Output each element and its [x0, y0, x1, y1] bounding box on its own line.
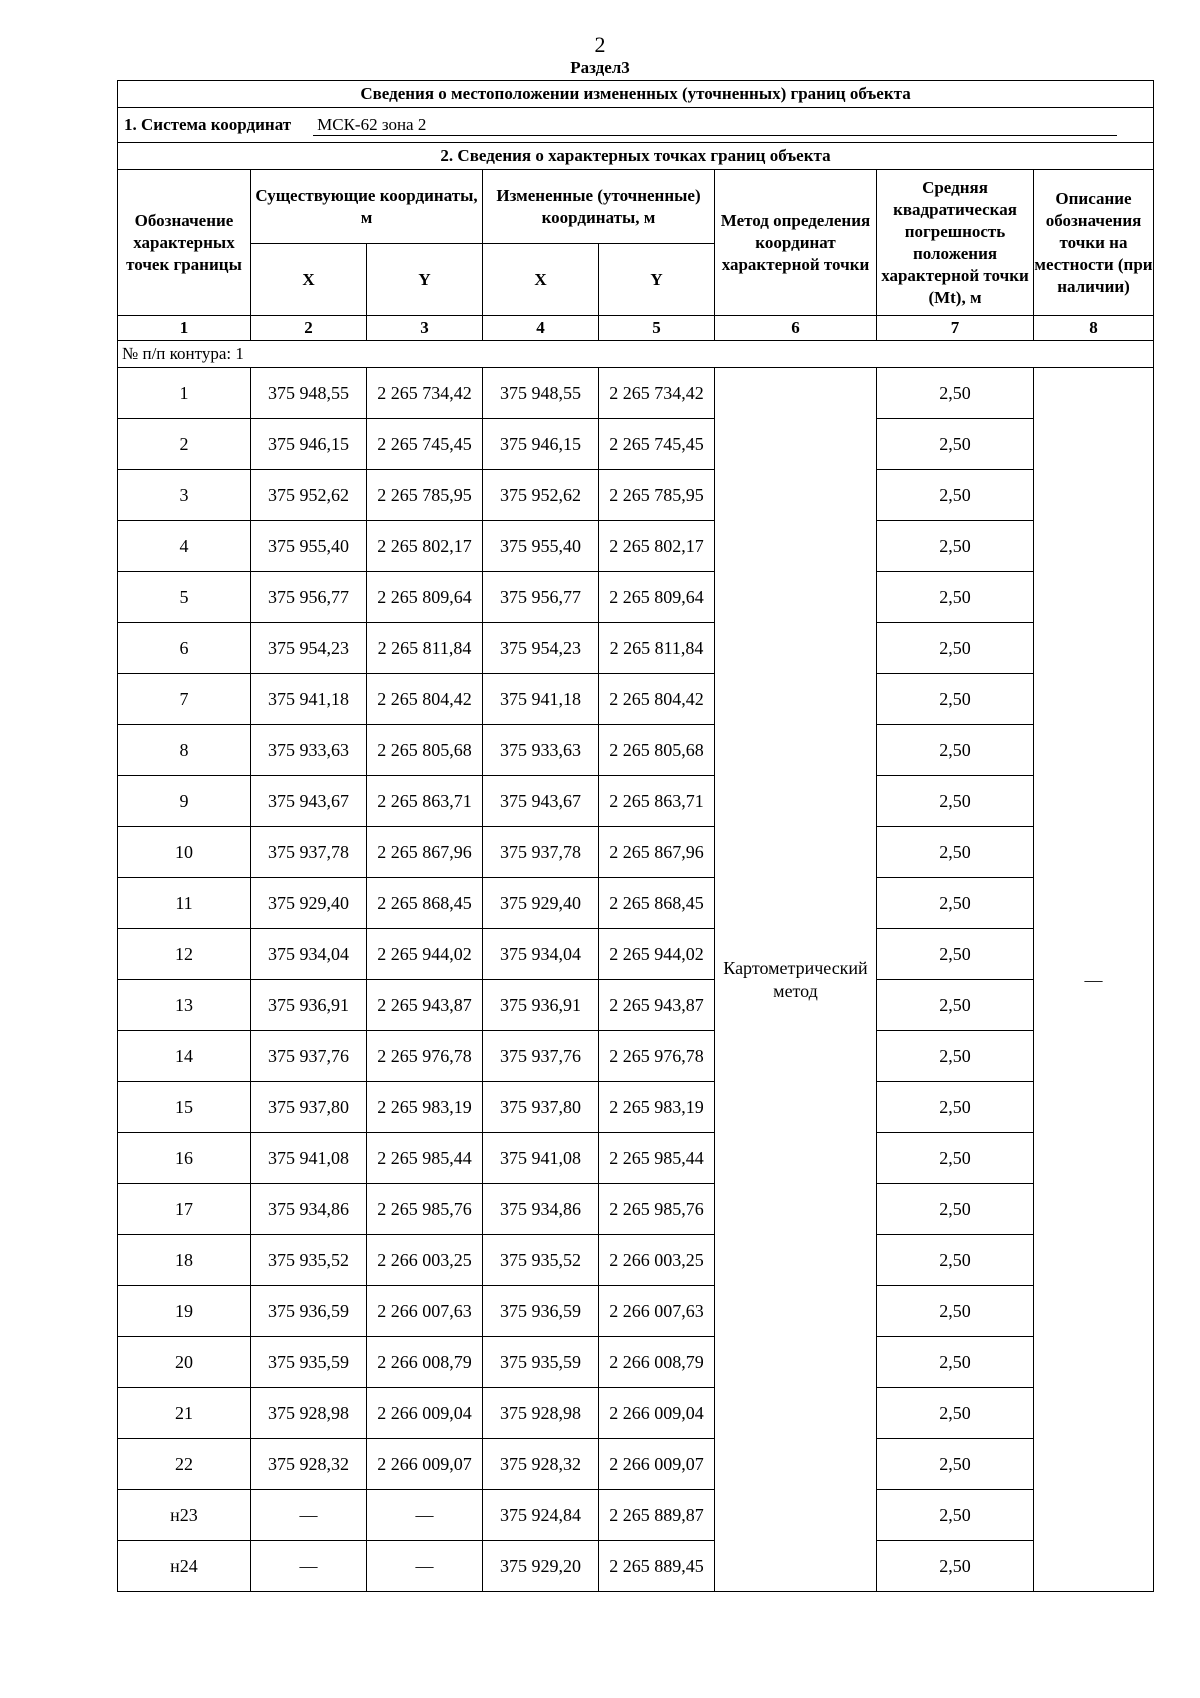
table-row: [118, 1388, 1154, 1439]
error-cell: 2,50: [877, 470, 1034, 521]
error-cell: 2,50: [877, 1082, 1034, 1133]
existing-y-cell: 2 265 785,95: [367, 470, 483, 521]
changed-x-cell: 375 928,98: [483, 1388, 599, 1439]
error-cell: 2,50: [877, 623, 1034, 674]
method-value: Картометрический метод: [723, 957, 868, 1001]
header-existing-x: X: [251, 244, 367, 316]
header-changed-y: Y: [599, 244, 715, 316]
point-designation-cell: 18: [118, 1235, 251, 1286]
error-cell: 2,50: [877, 1388, 1034, 1439]
existing-x-cell: 375 933,63: [251, 725, 367, 776]
existing-x-cell: 375 946,15: [251, 419, 367, 470]
point-designation-cell: н24: [118, 1541, 251, 1592]
changed-x-cell: 375 956,77: [483, 572, 599, 623]
column-number: 8: [1034, 316, 1154, 341]
error-cell: 2,50: [877, 1184, 1034, 1235]
existing-y-cell: 2 265 868,45: [367, 878, 483, 929]
header-changed-coords: Измененные (уточненные) координаты, м: [483, 170, 715, 244]
changed-x-cell: 375 935,52: [483, 1235, 599, 1286]
table-row: [118, 623, 1154, 674]
point-designation-cell: 5: [118, 572, 251, 623]
table-row: [118, 674, 1154, 725]
error-cell: 2,50: [877, 1541, 1034, 1592]
table-row: [118, 1337, 1154, 1388]
table-row: [118, 1082, 1154, 1133]
existing-x-cell: 375 937,78: [251, 827, 367, 878]
table-row: [118, 827, 1154, 878]
existing-x-cell: 375 956,77: [251, 572, 367, 623]
changed-x-cell: 375 948,55: [483, 368, 599, 419]
section-label: Раздел3: [570, 58, 630, 77]
column-number: 6: [715, 316, 877, 341]
changed-y-cell: 2 265 734,42: [599, 368, 715, 419]
existing-y-cell: 2 265 985,76: [367, 1184, 483, 1235]
changed-y-cell: 2 265 943,87: [599, 980, 715, 1031]
error-cell: 2,50: [877, 419, 1034, 470]
existing-x-cell: 375 934,86: [251, 1184, 367, 1235]
contour-label: № п/п контура: 1: [118, 341, 1154, 368]
error-cell: 2,50: [877, 1490, 1034, 1541]
existing-x-cell: 375 954,23: [251, 623, 367, 674]
changed-x-cell: 375 937,78: [483, 827, 599, 878]
error-cell: 2,50: [877, 980, 1034, 1031]
table-row: [118, 980, 1154, 1031]
column-number: 3: [367, 316, 483, 341]
error-cell: 2,50: [877, 674, 1034, 725]
header-existing-coords: Существующие координаты, м: [251, 170, 483, 244]
table-row: [118, 1184, 1154, 1235]
header-existing-y: Y: [367, 244, 483, 316]
error-cell: 2,50: [877, 1337, 1034, 1388]
existing-x-cell: 375 936,59: [251, 1286, 367, 1337]
changed-x-cell: 375 937,76: [483, 1031, 599, 1082]
header-changed-x: X: [483, 244, 599, 316]
changed-y-cell: 2 266 008,79: [599, 1337, 715, 1388]
changed-y-cell: 2 266 007,63: [599, 1286, 715, 1337]
existing-y-cell: 2 265 867,96: [367, 827, 483, 878]
changed-x-cell: 375 929,20: [483, 1541, 599, 1592]
changed-x-cell: 375 946,15: [483, 419, 599, 470]
column-number: 5: [599, 316, 715, 341]
existing-x-cell: 375 934,04: [251, 929, 367, 980]
existing-x-cell: 375 937,80: [251, 1082, 367, 1133]
existing-y-cell: 2 266 007,63: [367, 1286, 483, 1337]
point-designation-cell: 7: [118, 674, 251, 725]
page-number: 2: [594, 32, 606, 57]
point-designation-cell: 15: [118, 1082, 251, 1133]
existing-x-cell: 375 937,76: [251, 1031, 367, 1082]
existing-y-cell: 2 265 809,64: [367, 572, 483, 623]
changed-x-cell: 375 935,59: [483, 1337, 599, 1388]
existing-y-cell: 2 265 983,19: [367, 1082, 483, 1133]
point-designation-cell: 9: [118, 776, 251, 827]
existing-y-cell: —: [367, 1541, 483, 1592]
changed-y-cell: 2 265 863,71: [599, 776, 715, 827]
changed-y-cell: 2 265 983,19: [599, 1082, 715, 1133]
changed-y-cell: 2 265 944,02: [599, 929, 715, 980]
changed-x-cell: 375 937,80: [483, 1082, 599, 1133]
point-designation-cell: 22: [118, 1439, 251, 1490]
boundary-points-table: [117, 80, 1154, 1592]
table-row: [118, 1031, 1154, 1082]
changed-y-cell: 2 266 009,07: [599, 1439, 715, 1490]
existing-x-cell: 375 928,98: [251, 1388, 367, 1439]
existing-y-cell: 2 266 009,07: [367, 1439, 483, 1490]
existing-x-cell: 375 955,40: [251, 521, 367, 572]
changed-y-cell: 2 265 745,45: [599, 419, 715, 470]
point-designation-cell: н23: [118, 1490, 251, 1541]
existing-y-cell: 2 266 009,04: [367, 1388, 483, 1439]
table-row: [118, 470, 1154, 521]
changed-y-cell: 2 265 868,45: [599, 878, 715, 929]
existing-y-cell: 2 265 976,78: [367, 1031, 483, 1082]
changed-y-cell: 2 265 985,44: [599, 1133, 715, 1184]
table-row: [118, 929, 1154, 980]
existing-y-cell: 2 266 008,79: [367, 1337, 483, 1388]
error-cell: 2,50: [877, 725, 1034, 776]
changed-y-cell: 2 265 785,95: [599, 470, 715, 521]
error-cell: 2,50: [877, 1133, 1034, 1184]
changed-x-cell: 375 928,32: [483, 1439, 599, 1490]
point-designation-cell: 17: [118, 1184, 251, 1235]
table-row: [118, 725, 1154, 776]
changed-y-cell: 2 265 802,17: [599, 521, 715, 572]
existing-y-cell: 2 265 863,71: [367, 776, 483, 827]
header-description: Описание обозначения точки на местности (при наличии): [1034, 170, 1154, 316]
existing-y-cell: 2 266 003,25: [367, 1235, 483, 1286]
table-row: [118, 878, 1154, 929]
table-row: [118, 1439, 1154, 1490]
changed-x-cell: 375 929,40: [483, 878, 599, 929]
changed-y-cell: 2 266 003,25: [599, 1235, 715, 1286]
error-cell: 2,50: [877, 1031, 1034, 1082]
error-cell: 2,50: [877, 521, 1034, 572]
changed-x-cell: 375 941,08: [483, 1133, 599, 1184]
point-designation-cell: 11: [118, 878, 251, 929]
existing-y-cell: 2 265 802,17: [367, 521, 483, 572]
existing-x-cell: 375 935,59: [251, 1337, 367, 1388]
changed-y-cell: 2 265 804,42: [599, 674, 715, 725]
existing-y-cell: 2 265 734,42: [367, 368, 483, 419]
table-row: [118, 1541, 1154, 1592]
error-cell: 2,50: [877, 827, 1034, 878]
table-row: [118, 776, 1154, 827]
changed-y-cell: 2 265 811,84: [599, 623, 715, 674]
table-row: [118, 1133, 1154, 1184]
description-cell: —: [1034, 368, 1154, 1592]
coord-system-label: 1. Система координат: [124, 115, 292, 134]
existing-x-cell: 375 941,18: [251, 674, 367, 725]
changed-x-cell: 375 933,63: [483, 725, 599, 776]
changed-y-cell: 2 265 889,45: [599, 1541, 715, 1592]
existing-y-cell: 2 265 804,42: [367, 674, 483, 725]
changed-x-cell: 375 943,67: [483, 776, 599, 827]
existing-y-cell: 2 265 943,87: [367, 980, 483, 1031]
existing-x-cell: —: [251, 1490, 367, 1541]
point-designation-cell: 21: [118, 1388, 251, 1439]
column-number: 1: [118, 316, 251, 341]
existing-x-cell: 375 935,52: [251, 1235, 367, 1286]
existing-y-cell: 2 265 811,84: [367, 623, 483, 674]
error-cell: 2,50: [877, 1235, 1034, 1286]
existing-y-cell: 2 265 985,44: [367, 1133, 483, 1184]
table-row: [118, 572, 1154, 623]
coord-system-row: [118, 108, 1154, 143]
point-designation-cell: 4: [118, 521, 251, 572]
error-cell: 2,50: [877, 1286, 1034, 1337]
existing-y-cell: —: [367, 1490, 483, 1541]
existing-y-cell: 2 265 805,68: [367, 725, 483, 776]
changed-y-cell: 2 265 889,87: [599, 1490, 715, 1541]
point-designation-cell: 3: [118, 470, 251, 521]
existing-x-cell: 375 948,55: [251, 368, 367, 419]
column-number: 2: [251, 316, 367, 341]
header-error: Средняя квадратическая погрешность положения характерной точки (Mt), м: [877, 170, 1034, 316]
existing-x-cell: 375 943,67: [251, 776, 367, 827]
existing-x-cell: 375 928,32: [251, 1439, 367, 1490]
changed-y-cell: 2 265 867,96: [599, 827, 715, 878]
existing-y-cell: 2 265 745,45: [367, 419, 483, 470]
method-cell: [715, 368, 877, 1592]
point-designation-cell: 13: [118, 980, 251, 1031]
error-cell: 2,50: [877, 929, 1034, 980]
point-designation-cell: 8: [118, 725, 251, 776]
table-row: [118, 1490, 1154, 1541]
changed-x-cell: 375 936,91: [483, 980, 599, 1031]
changed-y-cell: 2 265 985,76: [599, 1184, 715, 1235]
changed-y-cell: 2 265 976,78: [599, 1031, 715, 1082]
column-number: 4: [483, 316, 599, 341]
header-point-designation: Обозначение характерных точек границы: [118, 170, 251, 316]
table-row: [118, 521, 1154, 572]
point-designation-cell: 14: [118, 1031, 251, 1082]
points-title: 2. Сведения о характерных точках границ объекта: [118, 143, 1154, 170]
error-cell: 2,50: [877, 572, 1034, 623]
header-method: Метод определения координат характерной точки: [715, 170, 877, 316]
point-designation-cell: 12: [118, 929, 251, 980]
changed-y-cell: 2 266 009,04: [599, 1388, 715, 1439]
changed-x-cell: 375 936,59: [483, 1286, 599, 1337]
changed-x-cell: 375 941,18: [483, 674, 599, 725]
existing-y-cell: 2 265 944,02: [367, 929, 483, 980]
changed-x-cell: 375 954,23: [483, 623, 599, 674]
table-row: [118, 419, 1154, 470]
error-cell: 2,50: [877, 776, 1034, 827]
changed-x-cell: 375 924,84: [483, 1490, 599, 1541]
column-number: 7: [877, 316, 1034, 341]
point-designation-cell: 2: [118, 419, 251, 470]
existing-x-cell: 375 929,40: [251, 878, 367, 929]
error-cell: 2,50: [877, 1439, 1034, 1490]
point-designation-cell: 10: [118, 827, 251, 878]
existing-x-cell: 375 936,91: [251, 980, 367, 1031]
point-designation-cell: 19: [118, 1286, 251, 1337]
changed-x-cell: 375 934,04: [483, 929, 599, 980]
changed-y-cell: 2 265 805,68: [599, 725, 715, 776]
error-cell: 2,50: [877, 878, 1034, 929]
changed-x-cell: 375 952,62: [483, 470, 599, 521]
table-row: [118, 1286, 1154, 1337]
coord-system-value: МСК-62 зона 2: [313, 115, 1117, 136]
table-title: Сведения о местоположении измененных (уточненных) границ объекта: [118, 81, 1154, 108]
existing-x-cell: 375 941,08: [251, 1133, 367, 1184]
point-designation-cell: 20: [118, 1337, 251, 1388]
existing-x-cell: —: [251, 1541, 367, 1592]
changed-x-cell: 375 934,86: [483, 1184, 599, 1235]
point-designation-cell: 16: [118, 1133, 251, 1184]
table-row: [118, 1235, 1154, 1286]
changed-x-cell: 375 955,40: [483, 521, 599, 572]
table-row: [118, 368, 1154, 419]
changed-y-cell: 2 265 809,64: [599, 572, 715, 623]
error-cell: 2,50: [877, 368, 1034, 419]
existing-x-cell: 375 952,62: [251, 470, 367, 521]
point-designation-cell: 1: [118, 368, 251, 419]
point-designation-cell: 6: [118, 623, 251, 674]
